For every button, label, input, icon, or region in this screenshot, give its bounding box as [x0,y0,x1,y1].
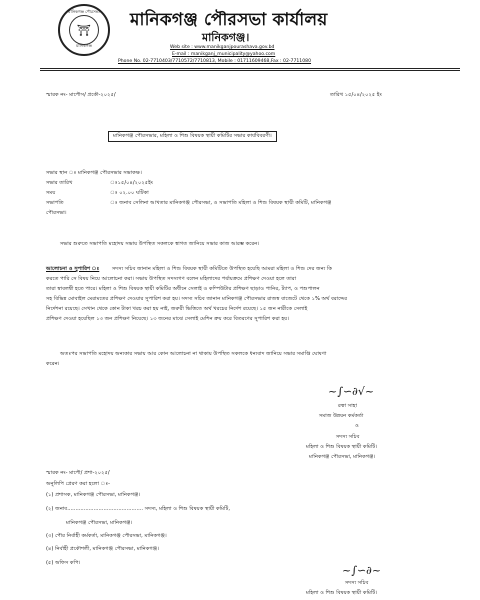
meeting-venue: সভার স্থান ঃ মানিকগঞ্জ পৌরসভার সভাকক্ষ। [46,170,142,176]
office-subtitle: মানিকগঞ্জ। [202,31,250,44]
meeting-time-value: ঃ ০২.০০ ঘটিকা [110,190,149,196]
meeting-chair-value-cont: পৌরসভা। [46,210,67,216]
signatory-role: সদস্য সচিব [336,434,360,440]
discussion-line: সদস্য সচিব জানান মহিলা ও শিশু বিষয়ক স্থায়ী কমিটিতে উপস্থিত হয়েছি আমরা মহিলা ও শিশু দের জন্য কি [112,266,333,272]
distribution-item: (২) জনাব.............................................. সদস্য, মহিলা ও শিশু বিষয়ক স্থায়ী কমিটি, [46,506,230,512]
signatory-designation: সমাজ উন্নয়ন কর্মকর্তা [319,413,364,419]
discussion-line: সহ বিভিন্ন মোবাইল মেরামতের প্রশিক্ষণ দেওয়ার সুপারিশ করা হয়। সদস্য সচিব জানান মানিকগঞ্জ পৌরসভার রাজস্ব বাজেটে থেকে ১% অর্থ বরাদ্দের [46,296,348,302]
municipality-seal-logo [58,4,110,56]
discussion-line: করতে পারি সে বিষয় নিয়ে আলোচনা করা। সভায় উপস্থিত সদস্যগণ বলেন মহিলাদের পর্যায়ক্রমে প্রশিক্ষণ দেওয়া হলে তারা [46,276,297,282]
signatory-org: মানিকগঞ্জ পৌরসভা, মানিকগঞ্জ। [309,454,376,460]
header-divider [40,68,460,69]
discussion-label: আলোচনা ও সুপারিশ ঃ [46,266,100,272]
minutes-heading: মানিকগঞ্জ পৌরসভার, মহিলা ও শিশু বিষয়ক স্থায়ী কমিটির সভার কার্যবিবরণী। [108,131,277,142]
logo-bottom-text: মানিকগঞ্জ [76,43,92,48]
email-link[interactable]: E-mail : manikganj_municipality@yahoo.com [172,52,276,57]
distribution-item: মানিকগঞ্জ পৌরসভা, মানিকগঞ্জ। [66,520,133,526]
building-icon: ⛩ [69,15,99,45]
distribution-item: (৩) পৌর নির্বাহী কর্মকর্তা, মানিকগঞ্জ পৌরসভা, মানিকগঞ্জ। [46,533,167,539]
distribution-item: (১) প্রশাসক, মানিকগঞ্জ পৌরসভা, মানিকগঞ্জ। [46,492,141,498]
memo-date: তারিখ ১৫/০৪/২০২৫ ইং [330,92,382,98]
signatory-name: রত্না সাহা [338,403,357,409]
handwritten-signature-2: ~∫∽∂~ [342,564,382,577]
logo-top-text: মানিকগঞ্জ পৌরসভা [68,9,100,14]
handwritten-signature: ~∫∽∂√~ [328,385,375,398]
distribution-intro: অনুলিপি প্রেরণ করা হলো ঃ- [46,481,110,487]
office-title: মানিকগঞ্জ পৌরসভা কার্যালয় [130,10,328,30]
website-link[interactable]: Web site : www.manikganjpourashava.gov.bd [170,45,275,50]
distribution-item: (৪) নির্বাহী প্রকৌশলী, মানিকগঞ্জ পৌরসভা, মানিকগঞ্জ। [46,546,160,552]
opening-paragraph: সভার শুরুতে সভাপতি মহোদয় সভায় উপস্থিত সকলকে স্বাগত জানিয়ে সভার কাজ আরম্ভ করেন। [60,241,260,247]
signatory-committee: মহিলা ও শিশু বিষয়ক স্থায়ী কমিটি। [306,444,378,450]
discussion-line: প্রশিক্ষণ দেওয়া হয়েছিল ১৩ জন প্রশিক্ষণ নিয়েছে। ১৩ জনের মাঝে সেলাই মেশিন ক্রয় করে বিতরণের সুপারিশ করা হয়। [46,316,290,322]
meeting-chair-label: সভাপতি [46,200,64,206]
phone-line: Phone No. 02-7710403/7710572/7710813, Mobile : 01711609468,Fax : 02-7711080 [118,59,312,64]
discussion-line: নির্দেশনা রয়েছে। সেখান থেকে কোন টাকা খরচ করা হয় নাই, জরুরী ভিত্তিতে অর্থ খরচের নির্দেশ রয়েছে। ১৫ জন নারীকে সেলাই [46,306,308,312]
signatory2-role: সদস্য সচিব [345,580,369,586]
discussion-line: তারা স্বাবলম্বী হতে পারে। মহিলা ও শিশু বিষয়ক স্থায়ী কমিটির অধীনে সেলাই ও কম্পিউটার প্রশিক্ষণ ছাড়াও পানির, ট্যাপ, ও পশুপালন [46,286,320,292]
closing-line: অতঃপর সভাপতি মহোদয় অন্যকার সভায় আর কোন আলোচনা না থাকায় উপস্থিত সকলকে ধন্যবাদ জানিয়ে সভার সমাপ্তি ঘোষণা [60,351,327,357]
signatory-and: ও [355,423,359,429]
distribution-reference: স্মারক নং- মাপৌ/ প্রশা-২০২৫/ [46,470,110,476]
meeting-date-label: সভার তারিখ [46,180,73,186]
header-divider-2 [40,70,460,71]
memo-reference: স্মারক নং- মাপৌস/ প্রকৌ-২০২৫/ [46,92,116,98]
closing-line: করেন। [46,361,60,367]
meeting-date-value: ঃ১৫/০৪/২০২৫ইং [110,180,154,186]
distribution-item: (৫) অফিস কপি। [46,560,81,566]
meeting-chair-value: ঃ জনাব সেলিনা আখতার মানিকগঞ্জ পৌরসভা, ও সভাপতি মহিলা ও শিশু বিষয়ক স্থায়ী কমিটি, মানিকগঞ্জ [110,200,332,206]
meeting-time-label: সময় [46,190,56,196]
signatory2-committee: মহিলা ও শিশু বিষয়ক স্থায়ী কমিটি। [306,590,378,596]
